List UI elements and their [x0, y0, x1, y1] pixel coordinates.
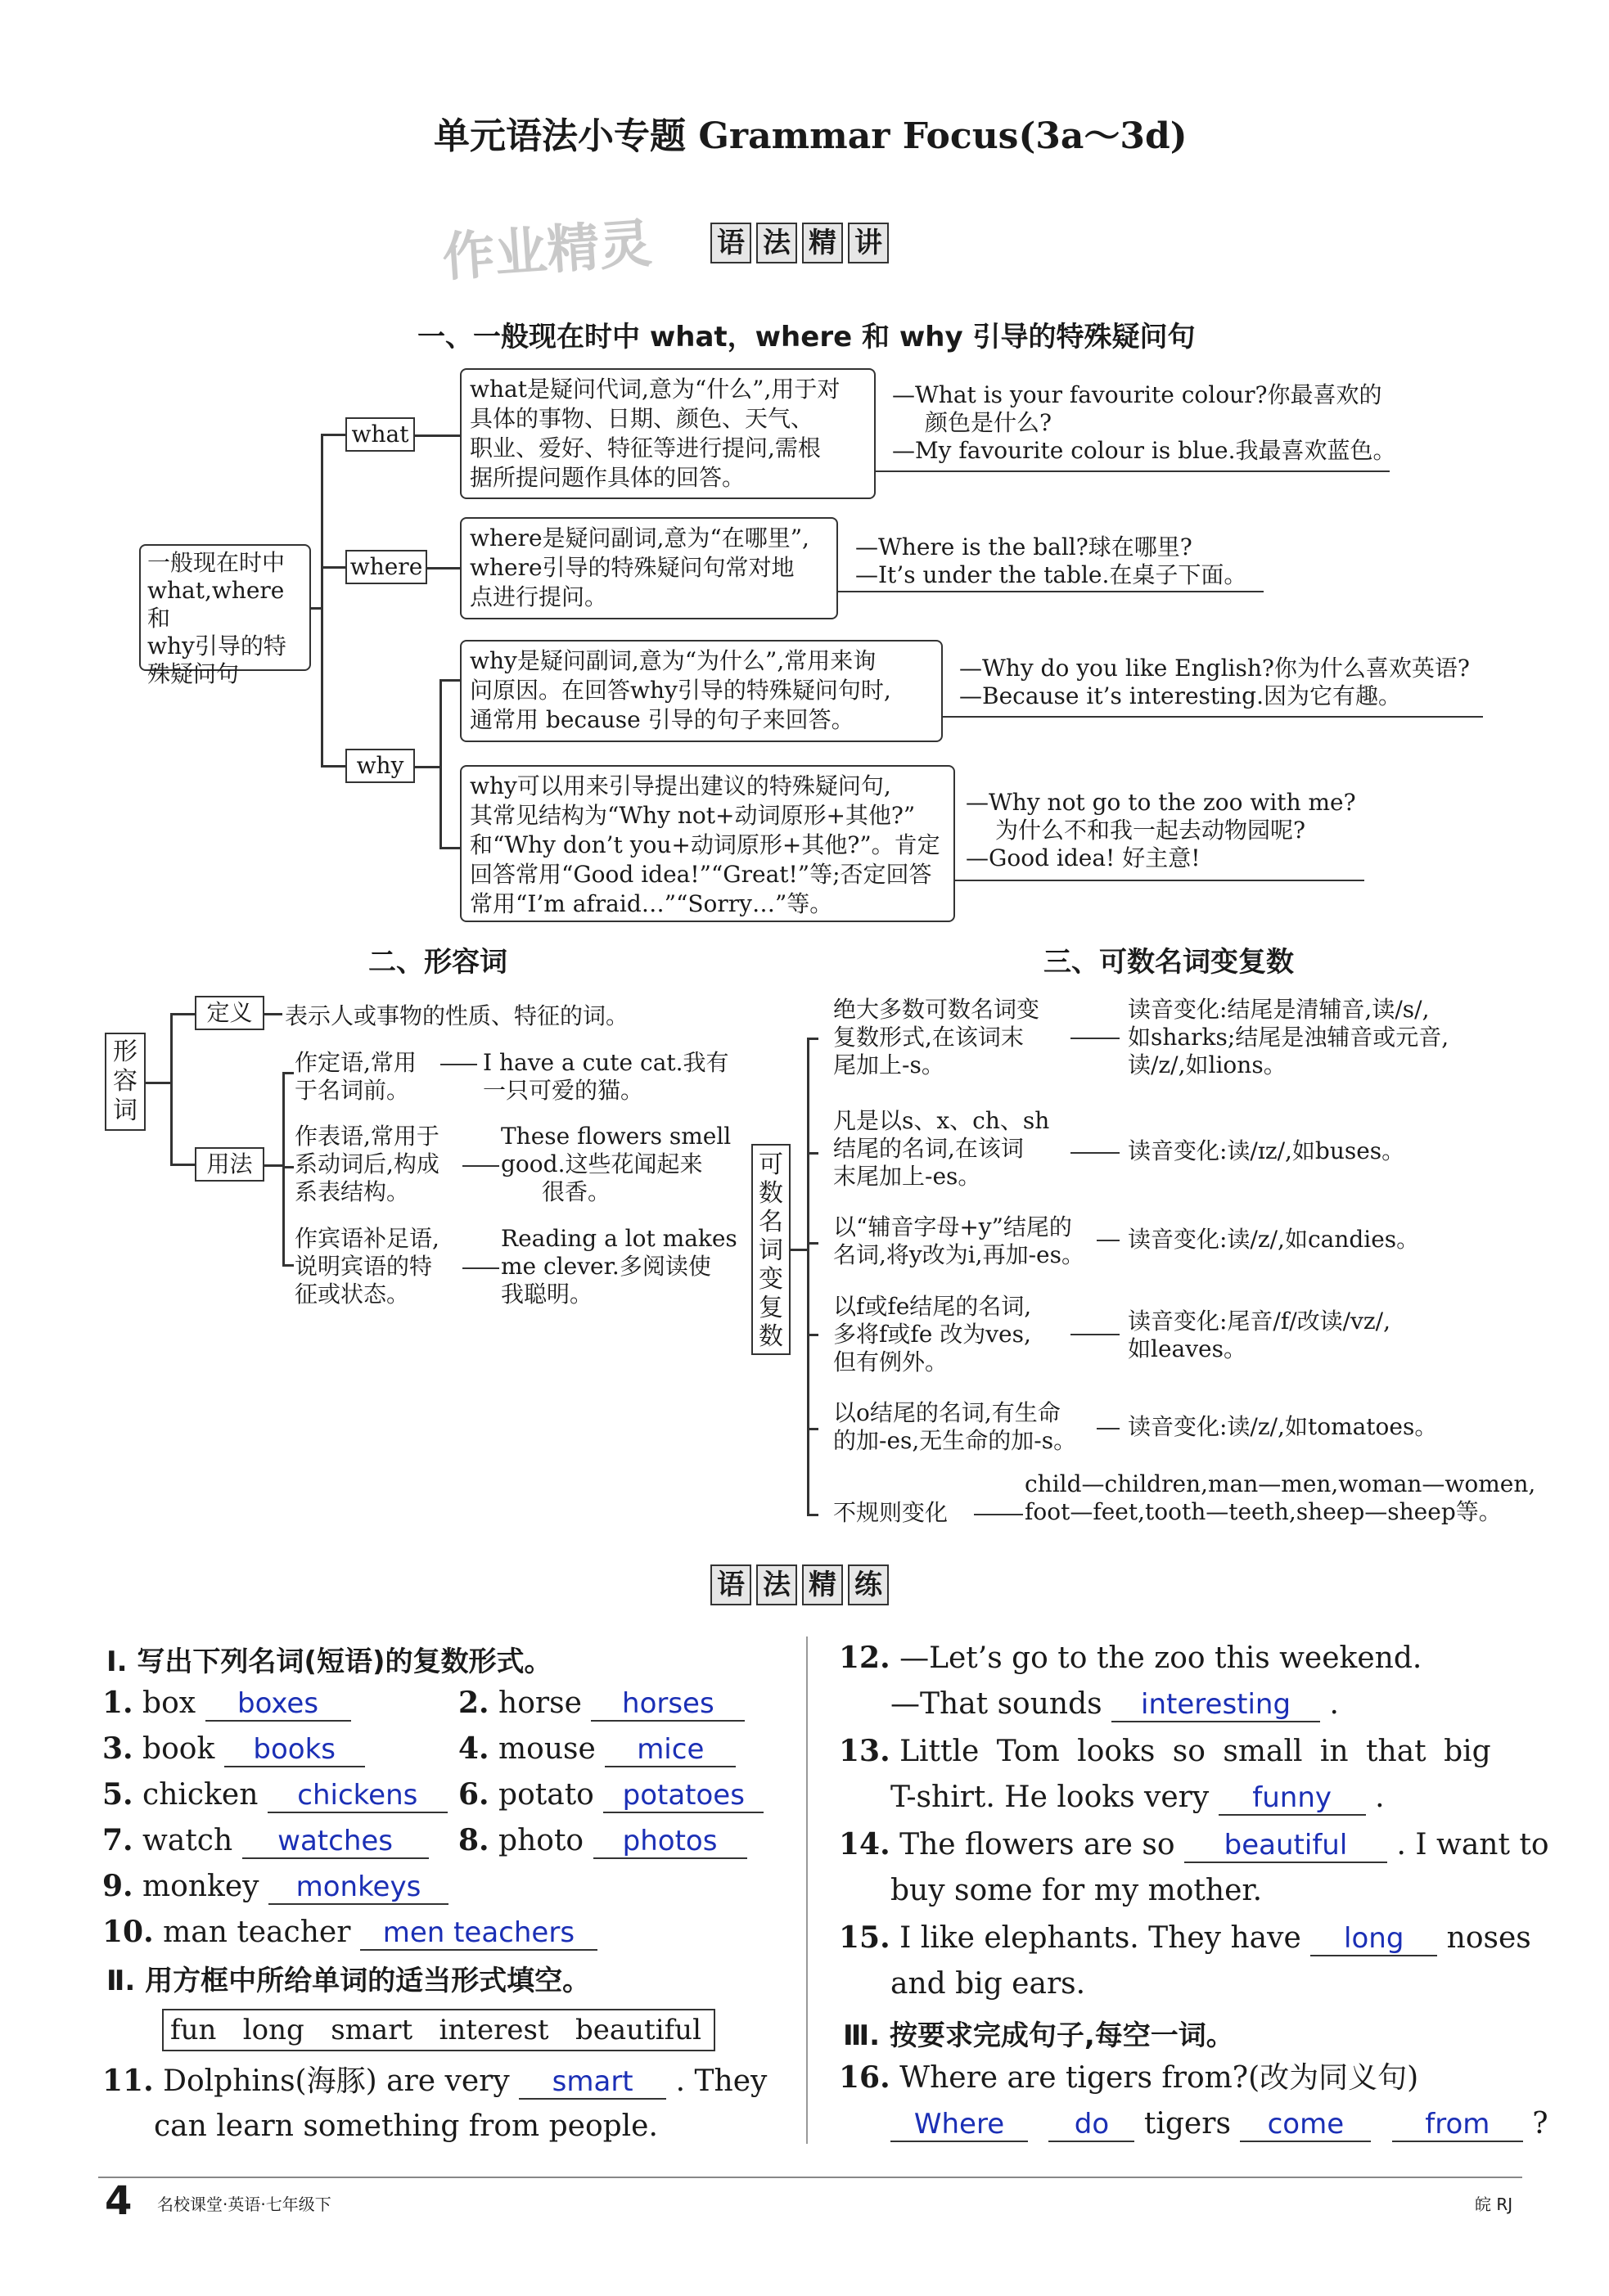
q-text: . They: [675, 2064, 768, 2098]
connector: [415, 766, 439, 768]
answer-blank[interactable]: mice: [605, 1733, 736, 1767]
q-text: . I want to: [1396, 1828, 1549, 1862]
line: 读音变化:结尾是清辅音,读/s/,: [1128, 996, 1430, 1023]
line: 读/z/,如lions。: [1128, 1051, 1287, 1078]
line: 以o结尾的名词,有生命: [833, 1399, 1061, 1426]
section2-title: 二、形容词: [368, 946, 507, 979]
line: 其常见结构为“Why not+动词原形+其他?”: [470, 802, 916, 829]
q-number: 6.: [458, 1777, 489, 1812]
why-example-2: [966, 789, 1356, 872]
q-number: 8.: [458, 1823, 489, 1857]
connector: [170, 1164, 195, 1166]
line: 很香。: [542, 1178, 611, 1205]
q-word: monkey: [142, 1870, 259, 1903]
q7: [102, 1821, 429, 1860]
connector: [282, 1072, 285, 1264]
connector: [264, 1013, 282, 1015]
tag-char: 精: [802, 1564, 843, 1605]
title-en: Grammar Focus(3a～3d): [698, 115, 1188, 157]
q-number: 10.: [102, 1915, 154, 1949]
edition: 皖 RJ: [1475, 2195, 1513, 2214]
tag-char: 法: [756, 1564, 797, 1605]
q-word: book: [142, 1732, 215, 1766]
connector: [311, 607, 321, 610]
line: why是疑问副词,意为“为什么”,常用来询: [470, 647, 877, 674]
label-definition: 定义: [195, 996, 264, 1030]
line: 一般现在时中: [147, 549, 286, 576]
plural-rule-2: [833, 1107, 1049, 1191]
line: 系动词后,构成: [295, 1150, 439, 1177]
q-text: T-shirt. He looks very: [890, 1781, 1210, 1814]
line: —Because it’s interesting.因为它有趣。: [959, 682, 1401, 709]
answer-blank[interactable]: watches: [242, 1825, 429, 1859]
q15: [839, 1919, 1531, 1957]
q-text: —That sounds: [890, 1687, 1102, 1721]
q-number: 13.: [839, 1734, 890, 1768]
answer-blank[interactable]: Where: [890, 2108, 1028, 2142]
line: 名词,将y改为i,再加-es。: [833, 1241, 1084, 1268]
why-example-1: [959, 655, 1470, 710]
q-text: Dolphins(海豚) are very: [163, 2064, 510, 2098]
connector: [282, 1166, 294, 1168]
line: 为什么不和我一起去动物园呢?: [995, 817, 1306, 844]
what-desc-box: [460, 368, 876, 499]
q-text: Little Tom looks so small in that big: [899, 1735, 1491, 1768]
line: 征或状态。: [295, 1281, 410, 1308]
why-desc-box-2: [460, 765, 955, 922]
line: me clever.多阅读使: [501, 1253, 711, 1280]
q-number: 15.: [839, 1920, 890, 1955]
q-word: horse: [498, 1686, 582, 1720]
q-word: box: [142, 1686, 196, 1720]
line: —Why not go to the zoo with me?: [966, 789, 1356, 816]
plural-rule-5-result: [1128, 1413, 1437, 1441]
q4: [458, 1730, 736, 1768]
answer-blank[interactable]: men teachers: [360, 1916, 597, 1951]
q-word: watch: [142, 1824, 233, 1857]
connector: [282, 1072, 294, 1074]
connector: [807, 1038, 809, 1514]
page-title: [434, 106, 1188, 159]
q-text: Where are tigers from?(改为同义句): [899, 2061, 1419, 2095]
q3: [102, 1730, 365, 1768]
q-word: man teacher: [163, 1916, 351, 1949]
q6: [458, 1776, 764, 1814]
underline: [838, 591, 1264, 592]
q-number: 14.: [839, 1827, 890, 1862]
line: 点进行提问。: [470, 583, 608, 610]
q2: [458, 1684, 745, 1722]
line: —My favourite colour is blue.我最喜欢蓝色。: [892, 437, 1396, 464]
line: 通常用 because 引导的句子来回答。: [470, 706, 854, 733]
label-why: why: [345, 749, 415, 783]
line: 据所提问题作具体的回答。: [470, 464, 746, 491]
line: 不规则变化: [833, 1499, 949, 1526]
line: 但有例外。: [833, 1348, 949, 1375]
line: good.这些花闻起来: [501, 1150, 703, 1177]
line: what是疑问代词,意为“什么”,用于对: [470, 376, 841, 403]
connector: [170, 1013, 173, 1164]
q-text: tigers: [1143, 2107, 1231, 2141]
footer-rule: [98, 2177, 1522, 2178]
tag-char: 练: [848, 1564, 889, 1605]
q16: [839, 2059, 1418, 2097]
connector: [282, 1264, 294, 1267]
q-text: The flowers are so: [899, 1828, 1175, 1862]
usage-attributive: [295, 1049, 417, 1105]
connector: [427, 567, 460, 569]
answer-blank[interactable]: smart: [519, 2065, 666, 2100]
dash: [1097, 1428, 1120, 1429]
connector: [807, 1152, 818, 1155]
line: 作宾语补足语,: [295, 1225, 439, 1252]
part3-title: Ⅲ. 按要求完成句子,每空一词。: [843, 2019, 1234, 2052]
connector: [146, 1082, 170, 1084]
connector: [264, 1164, 282, 1167]
line: 常用“I’m afraid…”“Sorry…”等。: [470, 890, 833, 917]
connector: [415, 434, 460, 437]
tag-char: 精: [802, 223, 843, 263]
q11: [102, 2062, 767, 2100]
word-box: fun long smart interest beautiful: [162, 2009, 715, 2051]
q12-cont: [890, 1686, 1339, 1723]
where-desc-box: [460, 517, 838, 619]
answer-blank[interactable]: long: [1310, 1922, 1437, 1956]
q13-cont: [890, 1779, 1385, 1817]
answer-blank[interactable]: horses: [591, 1687, 745, 1722]
section3-title: 三、可数名词变复数: [1043, 946, 1294, 979]
line: why引导的特: [147, 633, 286, 660]
q11-cont: can learn something from people.: [154, 2109, 658, 2143]
answer-blank[interactable]: interesting: [1111, 1688, 1320, 1722]
q-number: 7.: [102, 1823, 133, 1857]
page-number: 4: [105, 2178, 133, 2224]
q13: [839, 1732, 1491, 1771]
q-text: .: [1375, 1781, 1385, 1814]
connector: [791, 1249, 807, 1251]
answer-blank[interactable]: funny: [1219, 1781, 1366, 1816]
q-number: 5.: [102, 1777, 133, 1812]
answer-blank[interactable]: chickens: [268, 1779, 448, 1813]
label-what: what: [345, 417, 415, 452]
line: 我聪明。: [501, 1281, 593, 1308]
q8: [458, 1821, 747, 1860]
line: —What is your favourite colour?你最喜欢的: [892, 381, 1382, 408]
line: 多将f或fe 改为ves,: [833, 1321, 1031, 1348]
line: —Good idea! 好主意!: [966, 844, 1201, 871]
answer-blank[interactable]: photos: [593, 1825, 747, 1859]
answer-blank[interactable]: monkeys: [268, 1871, 448, 1905]
q-word: chicken: [142, 1778, 259, 1812]
tag-grammar-practice: [710, 1564, 889, 1605]
usage-attributive-example: [483, 1049, 729, 1105]
dash: [1070, 1334, 1120, 1335]
section1-root: [139, 544, 311, 687]
line: —Why do you like English?你为什么喜欢英语?: [959, 655, 1470, 682]
q-text: —Let’s go to the zoo this weekend.: [899, 1641, 1422, 1675]
usage-complement: [295, 1225, 439, 1308]
usage-predicative-example: [501, 1123, 731, 1206]
plural-rule-2-result: [1128, 1137, 1404, 1165]
connector: [321, 765, 345, 768]
q12: [839, 1639, 1422, 1677]
q-text: I like elephants. They have: [899, 1921, 1301, 1955]
q15-cont: and big ears.: [890, 1967, 1086, 2001]
line: where引导的特殊疑问句常对地: [470, 554, 795, 581]
line: why可以用来引导提出建议的特殊疑问句,: [470, 772, 891, 799]
underline: [943, 716, 1483, 718]
line: 读音变化:读/z/,如tomatoes。: [1128, 1413, 1438, 1440]
q14-cont: buy some for my mother.: [890, 1874, 1263, 1907]
line: 作表语,常用于: [295, 1123, 439, 1150]
part1-title: Ⅰ. 写出下列名词(短语)的复数形式。: [106, 1645, 552, 1678]
connector: [321, 434, 323, 765]
usage-predicative: [295, 1123, 439, 1206]
q-word: mouse: [498, 1732, 596, 1766]
line: 如sharks;结尾是浊辅音或元音,: [1128, 1024, 1449, 1051]
label-where: where: [345, 550, 427, 584]
answer-blank[interactable]: potatoes: [603, 1779, 764, 1813]
plural-rule-4-result: [1128, 1308, 1390, 1363]
dash: [974, 1514, 1023, 1515]
dash: [1097, 1240, 1120, 1241]
usage-complement-example: [501, 1225, 737, 1308]
plural-rule-1: [833, 996, 1039, 1079]
plural-rule-3-result: [1128, 1226, 1419, 1254]
line: 读音变化:读/z/,如candies。: [1128, 1226, 1420, 1253]
why-desc-box-1: [460, 640, 943, 742]
answer-blank[interactable]: books: [224, 1733, 365, 1767]
line: 于名词前。: [295, 1077, 410, 1104]
line: 和“Why don’t you+动词原形+其他?”。肯定: [470, 831, 940, 858]
line: 绝大多数可数名词变: [833, 996, 1040, 1023]
connector: [807, 1038, 818, 1040]
line: 问原因。在回答why引导的特殊疑问句时,: [470, 677, 891, 704]
line: what,where和: [147, 577, 285, 632]
q5: [102, 1776, 448, 1814]
q-number: 3.: [102, 1731, 133, 1766]
q-text: .: [1329, 1687, 1339, 1721]
section3-root: 可数名词变复数: [751, 1144, 791, 1355]
dash: [440, 1064, 477, 1065]
tag-char: 语: [710, 223, 751, 263]
line: 一只可爱的猫。: [483, 1077, 644, 1104]
q-number: 2.: [458, 1686, 489, 1720]
q-number: 16.: [839, 2060, 890, 2095]
definition-text: 表示人或事物的性质、特征的词。: [285, 1002, 629, 1029]
line: —Where is the ball?球在哪里?: [855, 533, 1192, 560]
q9: [102, 1867, 448, 1906]
line: 颜色是什么?: [925, 409, 1052, 436]
connector: [807, 1428, 818, 1430]
q-word: photo: [498, 1824, 584, 1857]
line: 说明宾语的特: [295, 1253, 433, 1280]
line: 复数形式,在该词末: [833, 1024, 1024, 1051]
connector: [170, 1013, 195, 1015]
line: 殊疑问句: [147, 660, 240, 687]
dash: [1070, 1038, 1120, 1039]
line: 尾加上-s。: [833, 1051, 944, 1078]
underline: [876, 470, 1390, 472]
what-example: [892, 381, 1396, 465]
q-number: 11.: [102, 2064, 154, 2098]
line: Reading a lot makes: [501, 1225, 737, 1252]
line: where是疑问副词,意为“在哪里”,: [470, 524, 809, 551]
line: 作定语,常用: [295, 1049, 417, 1076]
q1: [102, 1684, 351, 1722]
q-number: 4.: [458, 1731, 489, 1766]
q-word: potato: [498, 1778, 594, 1812]
section1-title: 一、一般现在时中 what，where 和 why 引导的特殊疑问句: [417, 321, 1196, 353]
line: 回答常用“Good idea!”“Great!”等;否定回答: [470, 861, 932, 888]
dash: [1070, 1152, 1120, 1154]
line: 的加-es,无生命的加-s。: [833, 1427, 1077, 1454]
line: 以f或fe结尾的名词,: [833, 1293, 1032, 1320]
line: 系表结构。: [295, 1178, 410, 1205]
line: 读音变化:读/ɪz/,如buses。: [1128, 1137, 1405, 1164]
section2-root: 形容词: [105, 1033, 146, 1131]
line: These flowers smell: [501, 1123, 732, 1150]
dash: [462, 1165, 499, 1167]
answer-blank[interactable]: do: [1048, 2108, 1134, 2142]
q-text: noses: [1446, 1921, 1531, 1955]
q-number: 9.: [102, 1869, 133, 1903]
tag-char: 法: [756, 223, 797, 263]
line: I have a cute cat.我有: [483, 1049, 729, 1076]
connector: [439, 847, 460, 849]
line: 结尾的名词,在该词: [833, 1135, 1024, 1162]
connector: [807, 1514, 818, 1516]
connector: [807, 1334, 818, 1336]
line: —It’s under the table.在桌子下面。: [855, 561, 1247, 588]
q14: [839, 1826, 1549, 1864]
plural-rule-4: [833, 1293, 1031, 1376]
line: 具体的事物、日期、颜色、天气、: [470, 405, 814, 432]
plural-rule-5: [833, 1399, 1076, 1455]
line: 如leaves。: [1128, 1335, 1246, 1362]
answer-blank[interactable]: come: [1240, 2108, 1371, 2142]
watermark: 作业精灵: [440, 214, 654, 289]
connector: [321, 434, 345, 436]
line: 以“辅音字母+y”结尾的: [833, 1213, 1072, 1240]
q16-cont: [890, 2105, 1548, 2143]
book-name: 名校课堂·英语·七年级下: [157, 2195, 331, 2214]
answer-blank[interactable]: beautiful: [1184, 1829, 1387, 1863]
line: 凡是以s、x、ch、sh: [833, 1107, 1050, 1134]
dash: [462, 1267, 499, 1269]
answer-blank[interactable]: boxes: [205, 1687, 351, 1722]
label-usage: 用法: [195, 1147, 264, 1182]
q-number: 12.: [839, 1641, 890, 1675]
q10: [102, 1913, 597, 1952]
plural-rule-6-result: [1025, 1470, 1535, 1526]
tag-grammar-explain: [710, 223, 889, 263]
q-number: 1.: [102, 1686, 133, 1720]
column-divider: [806, 1636, 808, 2144]
tag-char: 讲: [848, 223, 889, 263]
plural-rule-6: [833, 1499, 948, 1527]
answer-blank[interactable]: from: [1392, 2108, 1523, 2142]
title-cn: 单元语法小专题: [434, 115, 686, 157]
plural-rule-1-result: [1128, 996, 1449, 1079]
tag-char: 语: [710, 1564, 751, 1605]
line: 读音变化:尾音/f/改读/vz/,: [1128, 1308, 1391, 1335]
part2-title: Ⅱ. 用方框中所给单词的适当形式填空。: [106, 1965, 591, 1997]
underline: [955, 880, 1364, 881]
connector: [439, 679, 460, 682]
line: child—children,man—men,woman—women,: [1025, 1470, 1536, 1497]
line: foot—feet,tooth—teeth,sheep—sheep等。: [1025, 1498, 1502, 1525]
connector: [321, 566, 345, 569]
line: 职业、爱好、特征等进行提问,需根: [470, 434, 821, 461]
connector: [439, 679, 442, 847]
connector: [807, 1242, 818, 1245]
line: 末尾加上-es。: [833, 1163, 981, 1190]
q-text: ?: [1532, 2107, 1548, 2141]
where-example: [855, 533, 1246, 589]
plural-rule-3: [833, 1213, 1084, 1269]
